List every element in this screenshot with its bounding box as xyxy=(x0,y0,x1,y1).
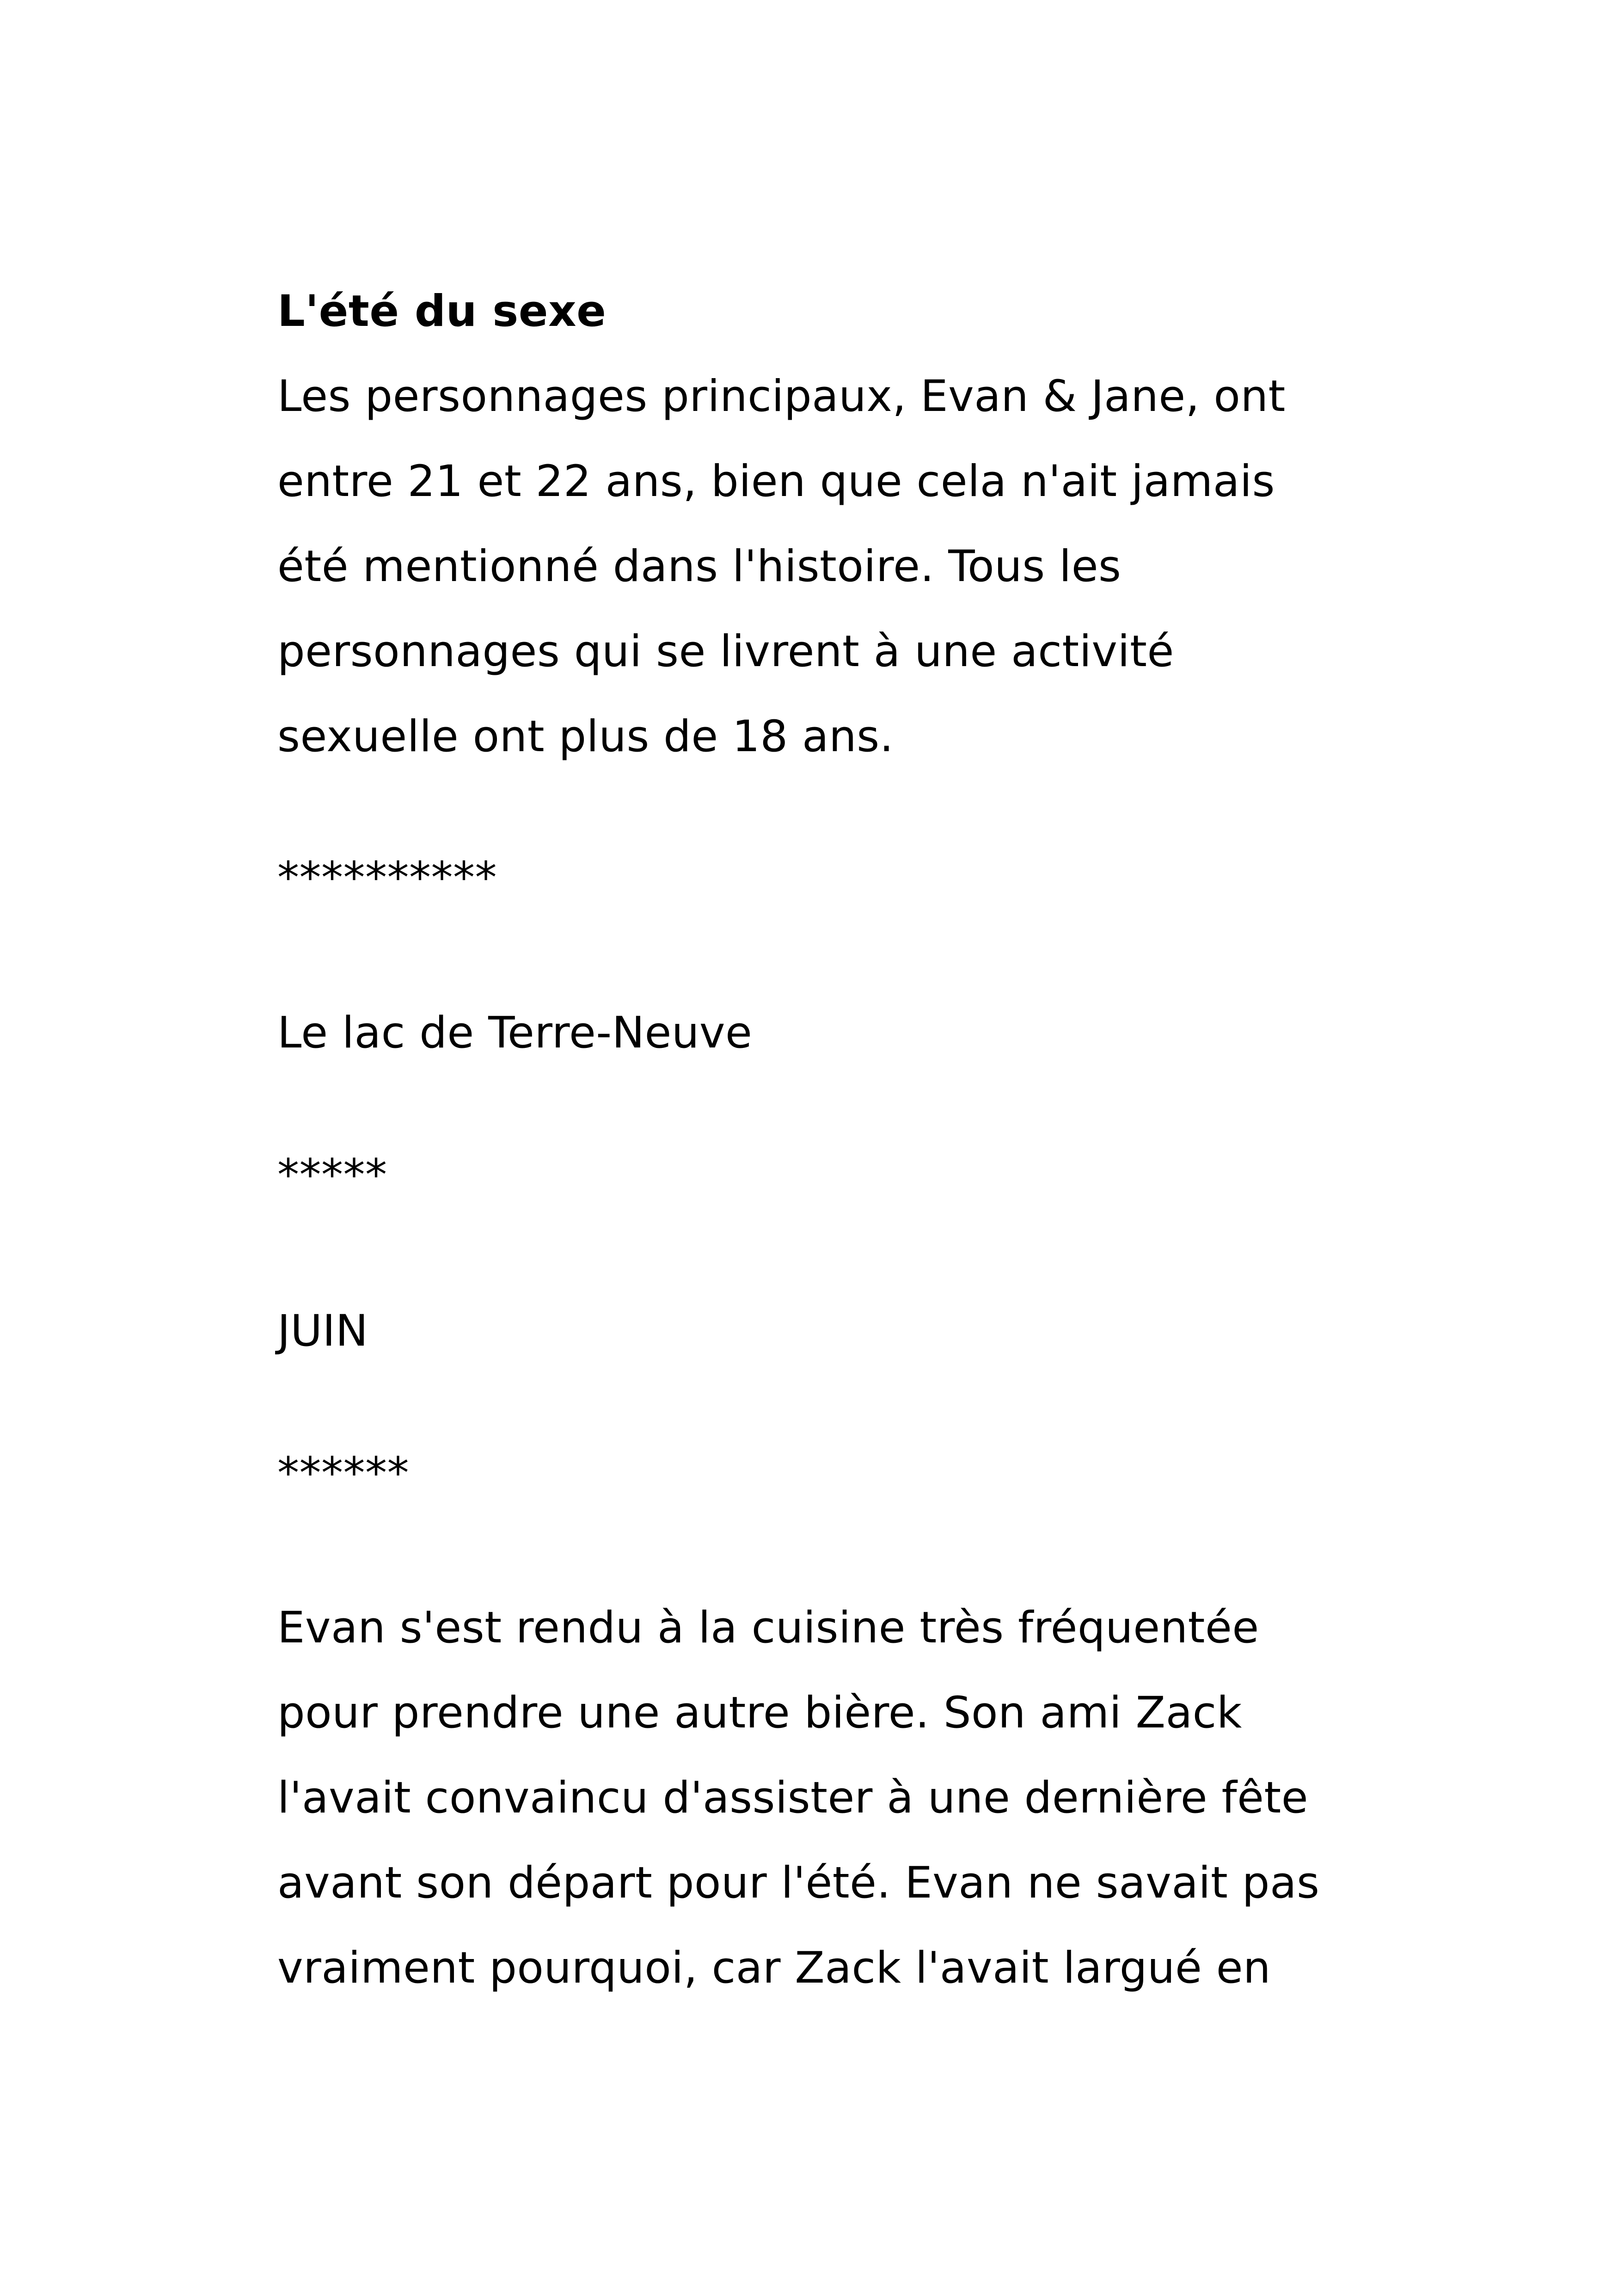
body-line: vraiment pourquoi, car Zack l'avait largué en xyxy=(277,1943,1271,1993)
chapter-heading: Le lac de Terre-Neuve xyxy=(277,1008,753,1058)
separator-stars: ********** xyxy=(277,853,497,903)
separator-stars: ***** xyxy=(277,1150,387,1200)
body-line: l'avait convaincu d'assister à une dernière fête xyxy=(277,1773,1309,1823)
disclaimer-line: sexuelle ont plus de 18 ans. xyxy=(277,711,894,762)
document-title: L'été du sexe xyxy=(277,286,607,337)
body-line: Evan s'est rendu à la cuisine très fréquentée xyxy=(277,1603,1259,1653)
body-line: avant son départ pour l'été. Evan ne savait pas xyxy=(277,1858,1320,1908)
disclaimer-line: Les personnages principaux, Evan & Jane, ont xyxy=(277,371,1286,422)
month-heading: JUIN xyxy=(277,1306,368,1356)
disclaimer-line: personnages qui se livrent à une activité xyxy=(277,626,1174,677)
disclaimer-line: été mentionné dans l'histoire. Tous les xyxy=(277,541,1122,592)
body-line: pour prendre une autre bière. Son ami Zack xyxy=(277,1688,1242,1738)
separator-stars: ****** xyxy=(277,1448,409,1499)
disclaimer-line: entre 21 et 22 ans, bien que cela n'ait jamais xyxy=(277,456,1275,507)
